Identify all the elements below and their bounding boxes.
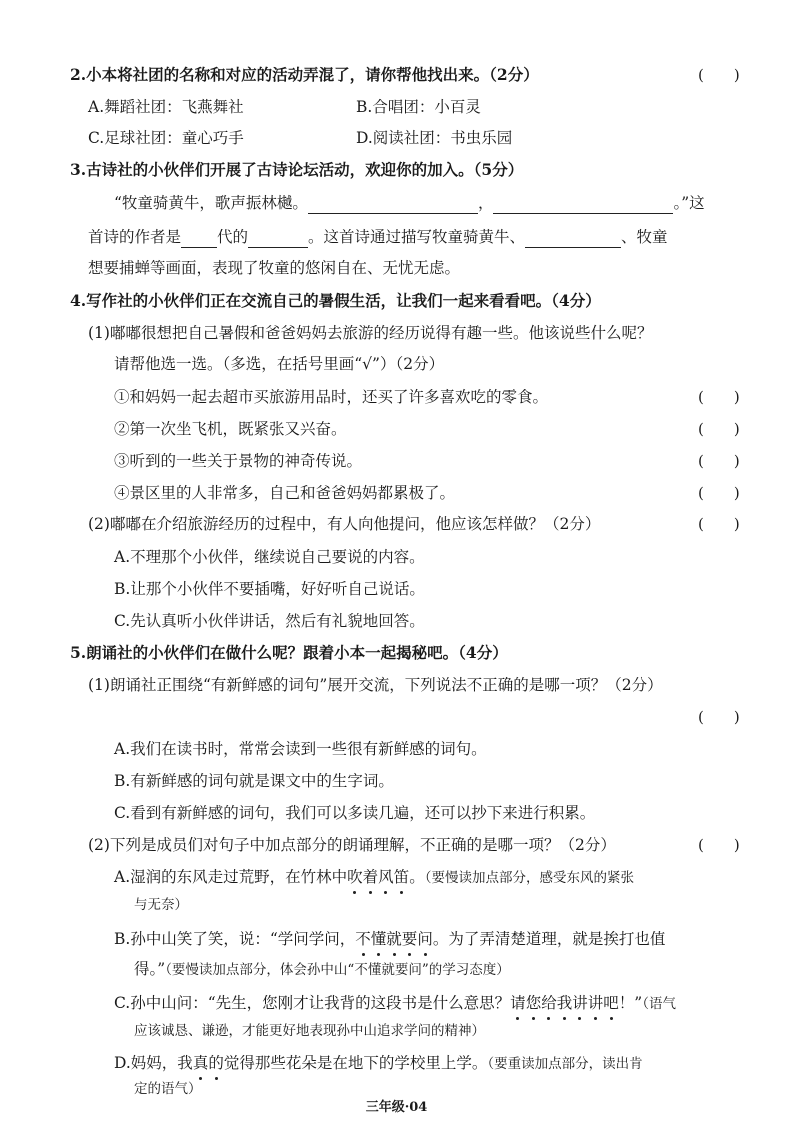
q4-item-3-paren[interactable]: ( ) — [698, 452, 740, 470]
q5-a-text: A.湿润的东风走过荒野，在竹林中 — [114, 868, 348, 886]
q5-b-quote-end: 得。” — [134, 960, 166, 978]
q5-option-b-line1 — [114, 928, 793, 950]
q3-line-2 — [88, 226, 793, 248]
q5-b-dotted: 不懂就要问 — [355, 930, 433, 948]
q5-c-note: （语气 — [642, 996, 676, 1012]
q5-sub1-option-c: C.看到有新鲜感的词句，我们可以多读几遍，还可以抄下来进行积累。 — [114, 804, 596, 822]
q5-a-period: 。 — [409, 868, 425, 886]
q3-line-3: 想要捕蝉等画面，表现了牧童的悠闲自在、无忧无虑。 — [88, 259, 461, 277]
q3-blank-dynasty[interactable] — [181, 231, 217, 248]
q4-item-2: ②第一次坐飞机，既紧张又兴奋。 — [114, 420, 347, 438]
q5-option-b-line2 — [134, 958, 793, 981]
q4-option-b: B.让那个小伙伴不要插嘴，好好听自己说话。 — [114, 580, 425, 598]
q4-item-4: ④景区里的人非常多，自己和爸爸妈妈都累极了。 — [114, 484, 456, 502]
q3-blank-1[interactable] — [308, 197, 478, 214]
q5-d-text: D.妈妈，我 — [114, 1054, 193, 1072]
q5-option-a-line2: 与无奈） — [134, 897, 188, 913]
q5-c-quote-end: ！” — [618, 994, 643, 1012]
q3-title: 3.古诗社的小伙伴们开展了古诗论坛活动，欢迎你的加入。（5分） — [70, 160, 524, 179]
q3-line-1 — [114, 192, 793, 214]
q5-sub1-option-a: A.我们在读书时，常常会读到一些很有新鲜感的词句。 — [114, 740, 487, 758]
q4-sub1-line2: 请帮他选一选。（多选，在括号里画“√”）（2分） — [114, 355, 445, 373]
q5-c-text: C.孙中山问：“先生，您刚才让我背的这段书是什么意思？ — [114, 994, 511, 1012]
q5-sub2-paren[interactable]: ( ) — [698, 836, 740, 854]
q4-option-a: A.不理那个小伙伴，继续说自己要说的内容。 — [114, 548, 425, 566]
q5-option-d-line1 — [114, 1052, 793, 1075]
q5-sub1-option-b: B.有新鲜感的词句就是课文中的生字词。 — [114, 772, 394, 790]
q5-option-d-line2: 定的语气） — [134, 1081, 202, 1097]
q2-option-b: B.合唱团：小百灵 — [356, 98, 481, 116]
q3-blank-author[interactable] — [248, 231, 308, 248]
q5-sub1-paren[interactable]: ( ) — [698, 708, 740, 726]
q4-title: 4.写作社的小伙伴们正在交流自己的暑假生活，让我们一起来看看吧。（4分） — [70, 291, 601, 310]
q2-answer-paren[interactable]: ( ) — [698, 66, 740, 84]
q5-c-dotted: 请您给我讲讲吧 — [510, 994, 619, 1012]
q3-line1-end: 。”这 — [673, 194, 705, 212]
q5-a-dotted: 吹着风笛 — [347, 868, 410, 886]
q2-option-d: D.阅读社团：书虫乐园 — [356, 129, 513, 147]
q4-item-4-paren[interactable]: ( ) — [698, 484, 740, 502]
q3-line2-end: 、牧童 — [621, 228, 668, 246]
q5-sub1: (1)朗诵社正围绕“有新鲜感的词句”展开交流，下列说法不正确的是哪一项？（2分） — [88, 676, 663, 694]
q5-d-note: （要重读加点部分，读出肯 — [487, 1056, 643, 1072]
q3-blank-2[interactable] — [493, 197, 673, 214]
q4-item-1: ①和妈妈一起去超市买旅游用品时，还买了许多喜欢吃的零食。 — [114, 388, 549, 406]
q3-describe-text: 。这首诗通过描写牧童骑黄牛、 — [308, 228, 526, 246]
q5-option-c-line2: 应该诚恳、谦逊，才能更好地表现孙中山追求学问的精神） — [134, 1023, 485, 1039]
q4-option-c: C.先认真听小伙伴讲话，然后有礼貌地回答。 — [114, 612, 425, 630]
q3-poem-text: “牧童骑黄牛，歌声振林樾。 — [114, 194, 308, 212]
q4-sub1-line1: (1)嘟嘟很想把自己暑假和爸爸妈妈去旅游的经历说得有趣一些。他该说些什么呢？ — [88, 324, 653, 342]
q4-item-2-paren[interactable]: ( ) — [698, 420, 740, 438]
q2-option-a: A.舞蹈社团：飞燕舞社 — [88, 98, 244, 116]
q5-d-text-end: 觉得那些花朵是在地下的学校里上学。 — [223, 1054, 488, 1072]
q3-comma: ， — [477, 194, 494, 212]
page-footer: 三年级·04 — [365, 1100, 428, 1115]
q4-item-1-paren[interactable]: ( ) — [698, 388, 740, 406]
q4-item-3: ③听到的一些关于景物的神奇传说。 — [114, 452, 363, 470]
q5-option-c-line1 — [114, 992, 793, 1015]
q5-a-note: （要慢读加点部分，感受东风的紧张 — [424, 870, 634, 886]
q4-sub2: (2)嘟嘟在介绍旅游经历的过程中，有人向他提问，他应该怎样做？（2分） — [88, 515, 601, 533]
q5-b-note: （要慢读加点部分，体会孙中山“不懂就要问”的学习态度） — [165, 962, 510, 978]
q2-title: 2.小本将社团的名称和对应的活动弄混了，请你帮他找出来。（2分） — [70, 65, 539, 84]
q4-sub2-paren[interactable]: ( ) — [698, 515, 740, 533]
q5-b-text-end: 。为了弄清楚道理，就是挨打也值 — [432, 930, 666, 948]
q5-option-a-line1 — [114, 866, 793, 889]
q2-option-c: C.足球社团：童心巧手 — [88, 129, 244, 147]
q5-sub2: (2)下列是成员们对句子中加点部分的朗诵理解，不正确的是哪一项？（2分） — [88, 836, 616, 854]
q5-b-text: B.孙中山笑了笑，说：“学问学问， — [114, 930, 356, 948]
q3-dynasty-text: 代的 — [217, 228, 249, 246]
q5-title: 5.朗诵社的小伙伴们在做什么呢？跟着小本一起揭秘吧。（4分） — [70, 643, 508, 662]
q3-blank-scene[interactable] — [525, 231, 621, 248]
q5-d-dotted: 真的 — [192, 1054, 224, 1072]
q3-author-text: 首诗的作者是 — [88, 228, 182, 246]
